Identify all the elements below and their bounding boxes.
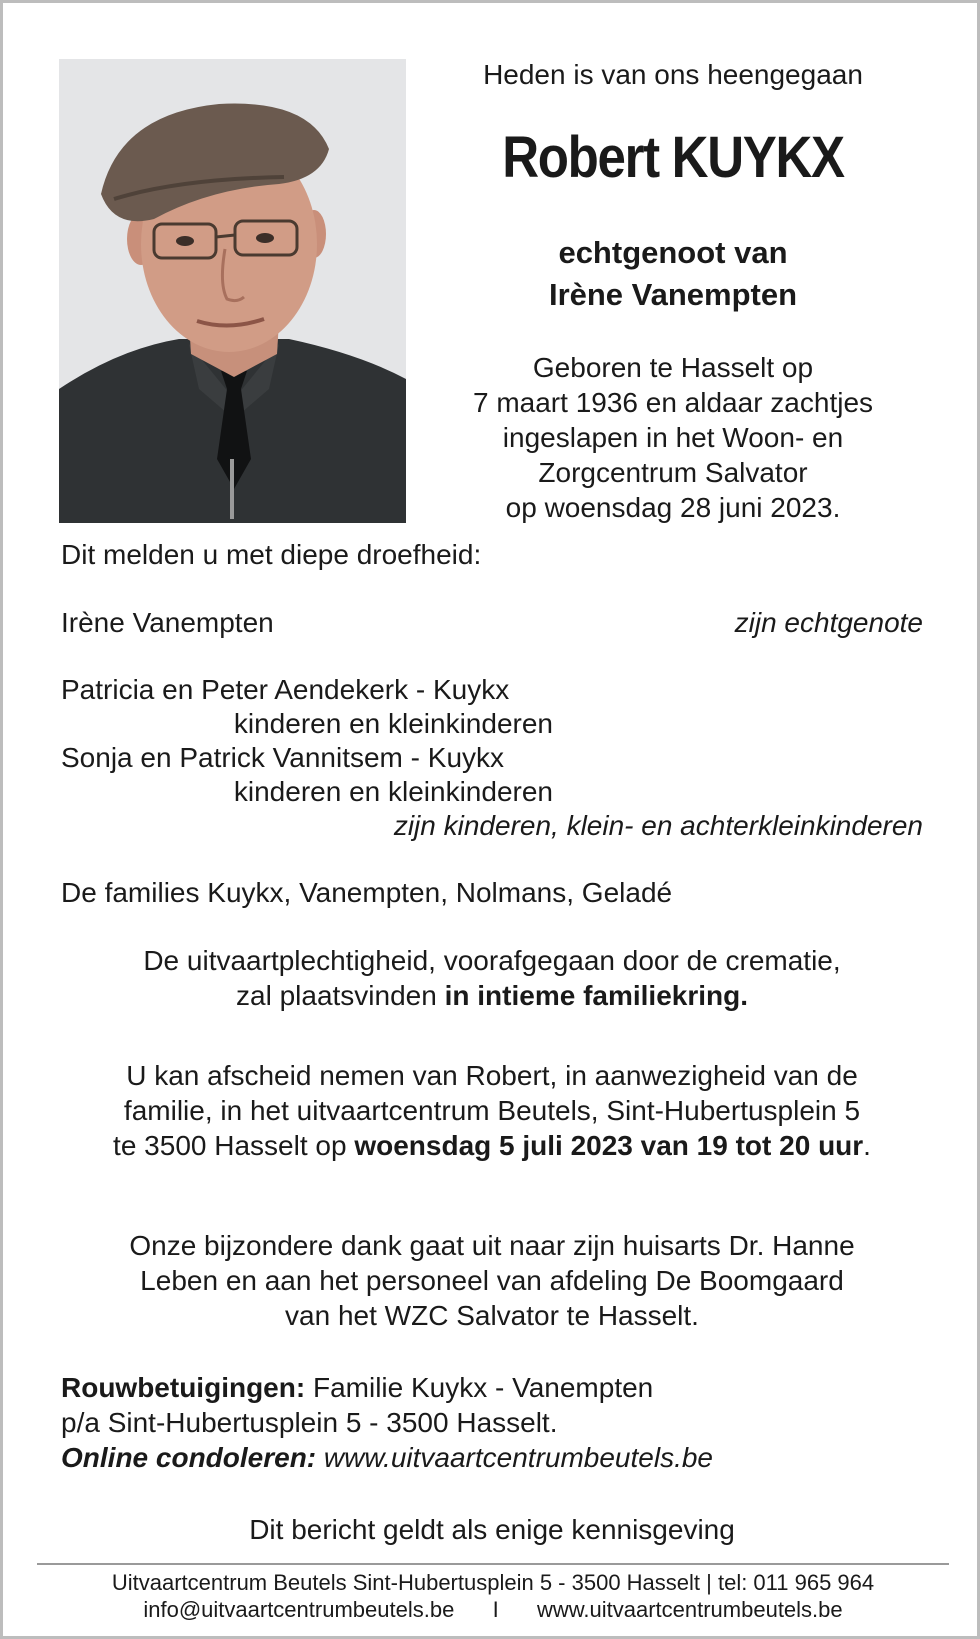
announcement-text: Dit melden u met diepe droefheid: — [61, 539, 482, 570]
online-condolences-label: Online condoleren: — [61, 1442, 317, 1473]
birth-line: Geboren te Hasselt op — [532, 352, 814, 383]
ceremony-block — [61, 943, 923, 1013]
spouse-name: Irène Vanempten — [548, 277, 798, 312]
condolences-recipient: Familie Kuykx - Vanempten — [312, 1372, 654, 1403]
thanks-block — [61, 1228, 923, 1333]
condolences-label: Rouwbetuigingen: — [61, 1372, 306, 1403]
farewell-datetime: woensdag 5 juli 2023 van 19 tot 20 uur — [354, 1130, 864, 1161]
farewell-block — [61, 1058, 923, 1163]
intro-text: Heden is van ons heengegaan — [483, 59, 863, 90]
online-condolences-link[interactable]: www.uitvaartcentrumbeutels.be — [323, 1442, 713, 1473]
condolences-recipient-line — [61, 1370, 923, 1405]
farewell-prefix: te 3500 Hasselt op — [113, 1130, 347, 1161]
thanks-line: Leben en aan het personeel van afdeling De Boomgaard — [140, 1265, 844, 1296]
child-family-1: Patricia en Peter Aendekerk - Kuykx — [61, 674, 510, 705]
ceremony-line: De uitvaartplechtigheid, voorafgegaan door de crematie, — [143, 945, 841, 976]
closing-text: Dit bericht geldt als enige kennisgeving — [249, 1514, 735, 1545]
thanks-line: Onze bijzondere dank gaat uit naar zijn huisarts Dr. Hanne — [129, 1230, 855, 1261]
ceremony-line — [61, 978, 923, 1013]
portrait-photo — [59, 59, 406, 523]
footer-website[interactable]: www.uitvaartcentrumbeutels.be — [536, 1597, 843, 1622]
footer-email[interactable]: info@uitvaartcentrumbeutels.be — [143, 1597, 455, 1622]
farewell-line: U kan afscheid nemen van Robert, in aanwezigheid van de — [126, 1060, 858, 1091]
birth-line: ingeslapen in het Woon- en — [502, 422, 844, 453]
portrait-illustration — [59, 59, 406, 523]
footer-address: Uitvaartcentrum Beutels Sint-Hubertusplein 5 - 3500 Hasselt | tel: 011 965 964 — [111, 1570, 875, 1595]
child-family-1-sub: kinderen en kleinkinderen — [233, 708, 553, 739]
deceased-name: Robert KUYKX — [502, 125, 844, 190]
ceremony-prefix: zal plaatsvinden — [236, 980, 437, 1011]
footer-separator: I — [492, 1597, 499, 1622]
families-line: De families Kuykx, Vanempten, Nolmans, Geladé — [61, 877, 673, 908]
footer-contact — [37, 1596, 949, 1623]
farewell-line — [61, 1128, 923, 1163]
birth-line: 7 maart 1936 en aldaar zachtjes — [472, 387, 874, 418]
farewell-suffix: . — [863, 1130, 871, 1161]
children-role: zijn kinderen, klein- en achterkleinkinderen — [393, 810, 923, 841]
spouse-of-label: echtgenoot van — [558, 235, 788, 270]
condolences-block — [61, 1370, 923, 1475]
thanks-line: van het WZC Salvator te Hasselt. — [285, 1300, 699, 1331]
child-family-2-sub: kinderen en kleinkinderen — [233, 776, 553, 807]
birth-line: op woensdag 28 juni 2023. — [505, 492, 841, 523]
child-family-2: Sonja en Patrick Vannitsem - Kuykx — [61, 742, 505, 773]
birth-details — [433, 350, 913, 525]
wife-role: zijn echtgenote — [734, 607, 923, 638]
spouse-block — [433, 232, 913, 316]
ceremony-emphasis: in intieme familiekring. — [444, 980, 748, 1011]
wife-name: Irène Vanempten — [61, 607, 274, 638]
footer-divider — [37, 1563, 949, 1565]
online-condolences-line — [61, 1440, 923, 1475]
condolences-address: p/a Sint-Hubertusplein 5 - 3500 Hasselt. — [61, 1407, 558, 1438]
farewell-line: familie, in het uitvaartcentrum Beutels, Sint-Hubertusplein 5 — [123, 1095, 861, 1126]
birth-line: Zorgcentrum Salvator — [538, 457, 808, 488]
